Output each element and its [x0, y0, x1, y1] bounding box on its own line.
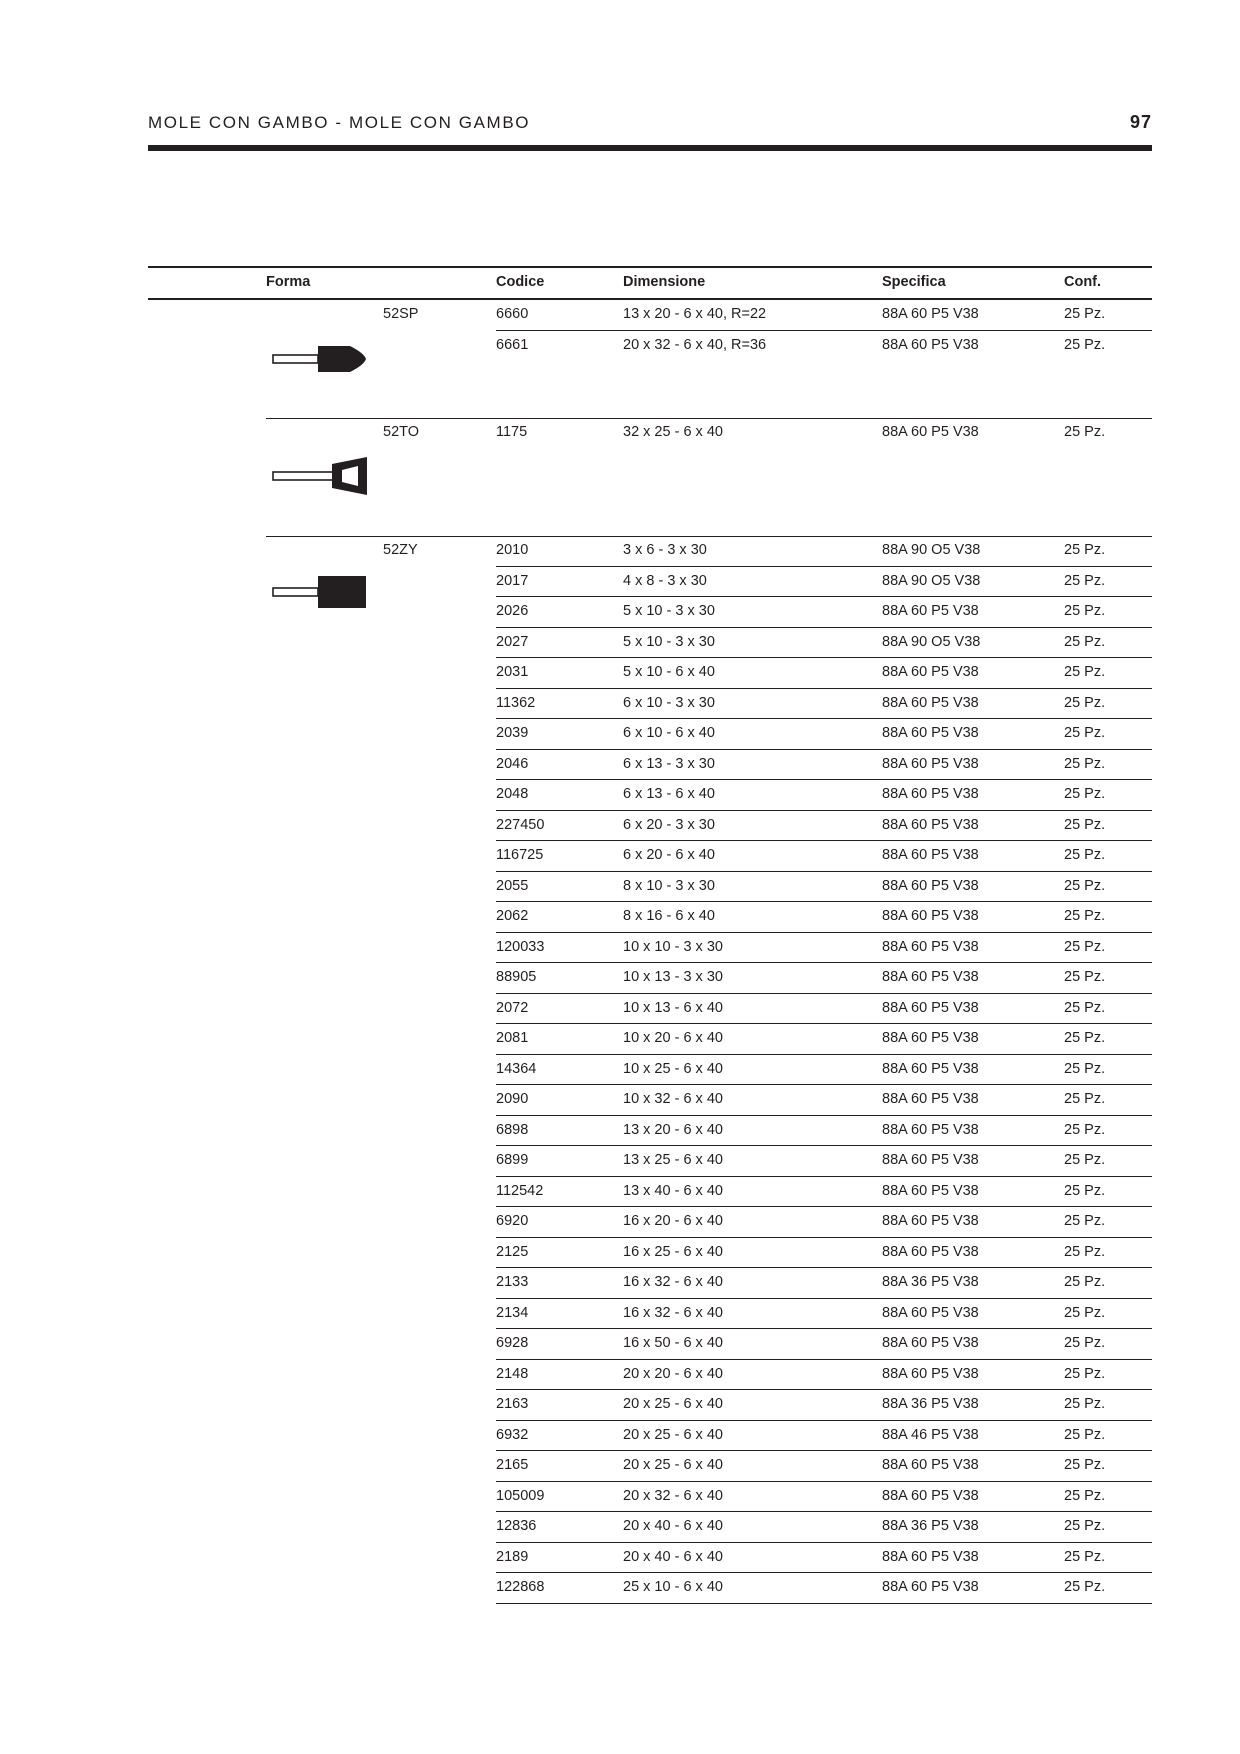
table-row — [496, 872, 1152, 903]
cell-conf: 25 Pz. — [1064, 786, 1106, 802]
column-header-forma: Forma — [266, 274, 311, 290]
cell-conf: 25 Pz. — [1064, 1091, 1106, 1107]
table-row — [496, 1512, 1152, 1543]
table-row — [496, 1360, 1152, 1391]
page-number: 97 — [1129, 112, 1152, 132]
cell-dimensione: 16 x 32 - 6 x 40 — [623, 1274, 723, 1290]
cell-codice: 2062 — [496, 908, 529, 924]
table-row — [496, 963, 1152, 994]
cell-conf: 25 Pz. — [1064, 1182, 1106, 1199]
cell-specifica: 88A 60 P5 V38 — [882, 1121, 979, 1138]
cell-dimensione: 10 x 25 - 6 x 40 — [623, 1060, 723, 1077]
cell-dimensione: 13 x 40 - 6 x 40 — [623, 1182, 723, 1199]
table-row — [496, 719, 1152, 750]
cell-dimensione: 10 x 13 - 6 x 40 — [623, 999, 723, 1016]
cell-codice: 2048 — [496, 786, 529, 802]
table-row — [496, 1329, 1152, 1360]
cell-conf: 25 Pz. — [1064, 755, 1106, 772]
cell-codice: 2072 — [496, 999, 529, 1016]
page-title: MOLE CON GAMBO - MOLE CON GAMBO — [148, 113, 531, 132]
shape-code: 52ZY — [383, 542, 418, 558]
cell-conf: 25 Pz. — [1064, 1121, 1106, 1138]
table-row — [496, 331, 1152, 361]
cell-specifica: 88A 90 O5 V38 — [882, 542, 981, 558]
cell-specifica: 88A 60 P5 V38 — [882, 1182, 979, 1199]
cell-conf: 25 Pz. — [1064, 664, 1106, 680]
cell-dimensione: 20 x 32 - 6 x 40, R=36 — [623, 336, 767, 353]
table-row — [496, 1543, 1152, 1574]
cell-specifica: 88A 60 P5 V38 — [882, 786, 979, 802]
cell-codice: 2046 — [496, 755, 529, 772]
cell-dimensione: 16 x 20 - 6 x 40 — [623, 1213, 723, 1229]
cell-dimensione: 13 x 25 - 6 x 40 — [623, 1152, 723, 1168]
cell-conf: 25 Pz. — [1064, 1487, 1106, 1504]
column-header-codice: Codice — [496, 274, 545, 290]
cell-specifica: 88A 60 P5 V38 — [882, 816, 979, 833]
table-row — [496, 1238, 1152, 1269]
cell-dimensione: 6 x 10 - 3 x 30 — [623, 694, 715, 711]
table-row — [496, 841, 1152, 872]
cell-conf: 25 Pz. — [1064, 1548, 1106, 1565]
cell-codice: 2189 — [496, 1548, 529, 1565]
cell-specifica: 88A 60 P5 V38 — [882, 306, 979, 322]
cell-specifica: 88A 60 P5 V38 — [882, 908, 979, 924]
cell-codice: 6899 — [496, 1152, 529, 1168]
cell-specifica: 88A 60 P5 V38 — [882, 1335, 979, 1351]
cell-conf: 25 Pz. — [1064, 999, 1106, 1016]
table-row — [496, 418, 1152, 448]
cell-conf: 25 Pz. — [1064, 542, 1106, 558]
cell-conf: 25 Pz. — [1064, 1518, 1106, 1534]
cell-dimensione: 10 x 10 - 3 x 30 — [623, 938, 723, 955]
table-row — [496, 1299, 1152, 1330]
cell-dimensione: 6 x 13 - 6 x 40 — [623, 786, 715, 802]
cell-dimensione: 5 x 10 - 3 x 30 — [623, 633, 715, 650]
cone-wheel-icon — [272, 342, 368, 380]
cell-conf: 25 Pz. — [1064, 603, 1106, 619]
cell-codice: 2027 — [496, 633, 529, 650]
cell-specifica: 88A 60 P5 V38 — [882, 877, 979, 894]
cell-codice: 2039 — [496, 725, 529, 741]
taper-cup-wheel-icon — [272, 456, 368, 500]
cell-specifica: 88A 60 P5 V38 — [882, 1152, 979, 1168]
cell-specifica: 88A 60 P5 V38 — [882, 1579, 979, 1595]
table-row — [496, 1024, 1152, 1055]
cell-specifica: 88A 60 P5 V38 — [882, 1487, 979, 1504]
cell-dimensione: 10 x 32 - 6 x 40 — [623, 1091, 723, 1107]
table-row — [496, 902, 1152, 933]
cell-conf: 25 Pz. — [1064, 847, 1106, 863]
shape-group-52to — [148, 418, 1152, 536]
cell-codice: 2090 — [496, 1091, 529, 1107]
cell-conf: 25 Pz. — [1064, 1304, 1106, 1321]
cell-conf: 25 Pz. — [1064, 572, 1106, 589]
cell-dimensione: 20 x 25 - 6 x 40 — [623, 1396, 723, 1412]
cell-dimensione: 16 x 25 - 6 x 40 — [623, 1243, 723, 1260]
cell-dimensione: 6 x 20 - 3 x 30 — [623, 816, 715, 833]
cell-codice: 2165 — [496, 1457, 529, 1473]
page-header — [148, 108, 1152, 152]
cell-dimensione: 10 x 20 - 6 x 40 — [623, 1030, 723, 1046]
cell-conf: 25 Pz. — [1064, 969, 1106, 985]
cell-conf: 25 Pz. — [1064, 938, 1106, 955]
cell-codice: 6932 — [496, 1426, 529, 1443]
table-row — [496, 597, 1152, 628]
cell-specifica: 88A 36 P5 V38 — [882, 1518, 979, 1534]
cell-specifica: 88A 36 P5 V38 — [882, 1274, 979, 1290]
cell-codice: 112542 — [496, 1182, 544, 1199]
cell-codice: 6661 — [496, 336, 529, 353]
cell-dimensione: 13 x 20 - 6 x 40, R=22 — [623, 306, 767, 322]
shape-code: 52TO — [383, 424, 420, 440]
cell-specifica: 88A 60 P5 V38 — [882, 1548, 979, 1565]
cell-specifica: 88A 60 P5 V38 — [882, 1091, 979, 1107]
table-row — [496, 1268, 1152, 1299]
cell-dimensione: 13 x 20 - 6 x 40 — [623, 1121, 723, 1138]
cell-conf: 25 Pz. — [1064, 816, 1106, 833]
table-header — [148, 266, 1152, 300]
cell-conf: 25 Pz. — [1064, 694, 1106, 711]
table-row — [496, 536, 1152, 567]
shape-group-52zy — [148, 536, 1152, 1604]
table-row — [496, 1573, 1152, 1604]
cell-conf: 25 Pz. — [1064, 1396, 1106, 1412]
cell-conf: 25 Pz. — [1064, 306, 1106, 322]
cell-codice: 2133 — [496, 1274, 529, 1290]
cell-codice: 2031 — [496, 664, 529, 680]
cell-specifica: 88A 60 P5 V38 — [882, 336, 979, 353]
cell-specifica: 88A 60 P5 V38 — [882, 938, 979, 955]
cell-codice: 6920 — [496, 1213, 529, 1229]
cell-conf: 25 Pz. — [1064, 1274, 1106, 1290]
table-row — [496, 1177, 1152, 1208]
cell-conf: 25 Pz. — [1064, 1243, 1106, 1260]
table-row — [496, 1390, 1152, 1421]
table-row — [496, 1055, 1152, 1086]
cell-specifica: 88A 60 P5 V38 — [882, 755, 979, 772]
cell-dimensione: 8 x 10 - 3 x 30 — [623, 877, 715, 894]
cell-specifica: 88A 60 P5 V38 — [882, 725, 979, 741]
shape-group-52sp — [148, 300, 1152, 418]
cell-dimensione: 4 x 8 - 3 x 30 — [623, 572, 707, 589]
header-rule — [148, 145, 1152, 151]
cell-conf: 25 Pz. — [1064, 1426, 1106, 1443]
cylinder-wheel-icon — [272, 574, 368, 614]
column-header-conf: Conf. — [1064, 274, 1102, 290]
cell-dimensione: 20 x 32 - 6 x 40 — [623, 1487, 723, 1504]
column-header-specifica: Specifica — [882, 274, 946, 290]
cell-dimensione: 20 x 40 - 6 x 40 — [623, 1518, 723, 1534]
cell-conf: 25 Pz. — [1064, 725, 1106, 741]
cell-conf: 25 Pz. — [1064, 1060, 1106, 1077]
cell-dimensione: 20 x 25 - 6 x 40 — [623, 1457, 723, 1473]
cell-dimensione: 20 x 25 - 6 x 40 — [623, 1426, 723, 1443]
table-row — [496, 811, 1152, 842]
cell-dimensione: 20 x 20 - 6 x 40 — [623, 1365, 723, 1382]
cell-codice: 6898 — [496, 1121, 529, 1138]
cell-dimensione: 6 x 20 - 6 x 40 — [623, 847, 715, 863]
cell-dimensione: 6 x 10 - 6 x 40 — [623, 725, 715, 741]
cell-specifica: 88A 60 P5 V38 — [882, 664, 979, 680]
cell-codice: 14364 — [496, 1060, 537, 1077]
cell-dimensione: 16 x 50 - 6 x 40 — [623, 1335, 723, 1351]
table-row — [496, 1451, 1152, 1482]
cell-codice: 2017 — [496, 572, 529, 589]
cell-specifica: 88A 60 P5 V38 — [882, 969, 979, 985]
cell-dimensione: 3 x 6 - 3 x 30 — [623, 542, 707, 558]
cell-specifica: 88A 90 O5 V38 — [882, 572, 981, 589]
cell-conf: 25 Pz. — [1064, 1152, 1106, 1168]
cell-specifica: 88A 60 P5 V38 — [882, 1213, 979, 1229]
cell-codice: 2163 — [496, 1396, 529, 1412]
cell-codice: 2125 — [496, 1243, 529, 1260]
cell-codice: 6660 — [496, 306, 529, 322]
cell-dimensione: 25 x 10 - 6 x 40 — [623, 1579, 723, 1595]
cell-codice: 88905 — [496, 969, 537, 985]
table-body — [148, 300, 1152, 1604]
table-row — [496, 994, 1152, 1025]
cell-dimensione: 5 x 10 - 6 x 40 — [623, 664, 715, 680]
cell-codice: 11362 — [496, 694, 536, 711]
cell-codice: 120033 — [496, 938, 545, 955]
cell-specifica: 88A 60 P5 V38 — [882, 1365, 979, 1382]
cell-conf: 25 Pz. — [1064, 908, 1106, 924]
cell-codice: 2026 — [496, 603, 529, 619]
cell-specifica: 88A 60 P5 V38 — [882, 1304, 979, 1321]
cell-dimensione: 20 x 40 - 6 x 40 — [623, 1548, 723, 1565]
cell-conf: 25 Pz. — [1064, 424, 1106, 440]
cell-specifica: 88A 46 P5 V38 — [882, 1426, 979, 1443]
cell-conf: 25 Pz. — [1064, 1030, 1106, 1046]
column-header-dimensione: Dimensione — [623, 274, 706, 290]
cell-specifica: 88A 60 P5 V38 — [882, 424, 979, 440]
cell-codice: 2148 — [496, 1365, 529, 1382]
table-row — [496, 689, 1152, 720]
cell-dimensione: 5 x 10 - 3 x 30 — [623, 603, 715, 619]
table-row — [496, 567, 1152, 598]
cell-codice: 227450 — [496, 816, 545, 833]
cell-codice: 1175 — [496, 424, 528, 440]
cell-specifica: 88A 60 P5 V38 — [882, 1243, 979, 1260]
cell-conf: 25 Pz. — [1064, 1579, 1106, 1595]
shape-code: 52SP — [383, 306, 419, 322]
table-row — [496, 1085, 1152, 1116]
table-row — [496, 628, 1152, 659]
cell-dimensione: 10 x 13 - 3 x 30 — [623, 969, 723, 985]
table-row — [496, 1207, 1152, 1238]
cell-dimensione: 8 x 16 - 6 x 40 — [623, 908, 715, 924]
cell-dimensione: 32 x 25 - 6 x 40 — [623, 424, 723, 440]
cell-specifica: 88A 90 O5 V38 — [882, 633, 981, 650]
cell-specifica: 88A 60 P5 V38 — [882, 1060, 979, 1077]
cell-specifica: 88A 60 P5 V38 — [882, 603, 979, 619]
cell-specifica: 88A 60 P5 V38 — [882, 694, 979, 711]
table-row — [496, 300, 1152, 331]
cell-specifica: 88A 60 P5 V38 — [882, 999, 979, 1016]
table-row — [496, 1116, 1152, 1147]
cell-conf: 25 Pz. — [1064, 1365, 1106, 1382]
table-row — [496, 933, 1152, 964]
cell-codice: 105009 — [496, 1487, 545, 1504]
cell-codice: 2081 — [496, 1030, 529, 1046]
cell-specifica: 88A 60 P5 V38 — [882, 1030, 979, 1046]
table-row — [496, 1421, 1152, 1452]
product-table — [148, 266, 1152, 1604]
cell-conf: 25 Pz. — [1064, 877, 1106, 894]
cell-codice: 116725 — [496, 847, 544, 863]
cell-codice: 6928 — [496, 1335, 529, 1351]
cell-conf: 25 Pz. — [1064, 1213, 1106, 1229]
cell-specifica: 88A 60 P5 V38 — [882, 1457, 979, 1473]
table-row — [496, 750, 1152, 781]
table-row — [496, 780, 1152, 811]
cell-dimensione: 16 x 32 - 6 x 40 — [623, 1304, 723, 1321]
cell-conf: 25 Pz. — [1064, 1335, 1106, 1351]
table-row — [496, 1482, 1152, 1513]
cell-codice: 2134 — [496, 1304, 529, 1321]
cell-codice: 2010 — [496, 542, 529, 558]
cell-conf: 25 Pz. — [1064, 336, 1106, 353]
cell-codice: 2055 — [496, 877, 529, 894]
cell-codice: 122868 — [496, 1579, 545, 1595]
table-row — [496, 658, 1152, 689]
cell-conf: 25 Pz. — [1064, 633, 1106, 650]
table-row — [496, 1146, 1152, 1177]
cell-dimensione: 6 x 13 - 3 x 30 — [623, 755, 715, 772]
cell-specifica: 88A 36 P5 V38 — [882, 1396, 979, 1412]
cell-codice: 12836 — [496, 1518, 537, 1534]
cell-specifica: 88A 60 P5 V38 — [882, 847, 979, 863]
cell-conf: 25 Pz. — [1064, 1457, 1106, 1473]
